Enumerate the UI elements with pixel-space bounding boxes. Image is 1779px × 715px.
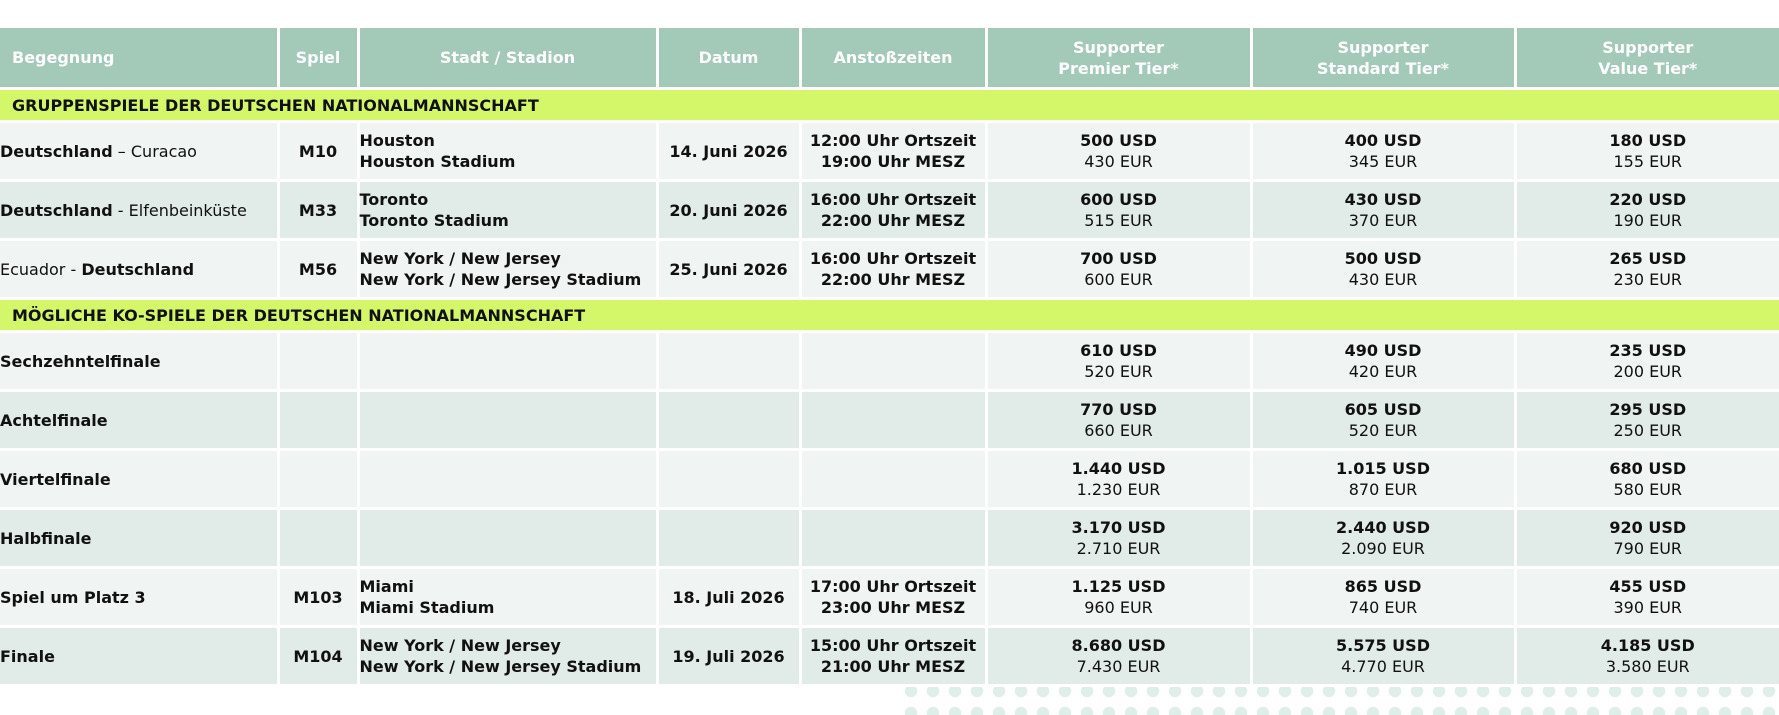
match-pairing	[0, 240, 278, 299]
table-row	[0, 240, 1779, 299]
price-standard-usd: 605 USD	[1344, 400, 1422, 419]
price-premier-usd: 610 USD	[1080, 341, 1157, 360]
price-standard-usd: 865 USD	[1344, 577, 1422, 596]
price-standard	[1251, 391, 1515, 450]
header-match: Begegnung	[0, 28, 278, 89]
price-premier-usd: 600 USD	[1080, 190, 1157, 209]
price-standard-eur: 2.090 EUR	[1341, 539, 1425, 558]
match-pairing	[0, 181, 278, 240]
header-value-tier	[1515, 28, 1779, 89]
round-name	[0, 568, 278, 627]
price-value-usd: 180 USD	[1609, 131, 1687, 150]
match-date: 18. Juli 2026	[657, 568, 800, 627]
section-title-group: GRUPPENSPIELE DER DEUTSCHEN NATIONALMANNSCHAFT	[0, 89, 1779, 122]
price-standard-eur: 870 EUR	[1348, 480, 1418, 499]
header-standard-tier	[1251, 28, 1515, 89]
game-code: M33	[278, 181, 358, 240]
price-value-eur: 200 EUR	[1613, 362, 1683, 381]
section-row-ko	[0, 299, 1779, 332]
kickoff-local: 17:00 Uhr Ortszeit	[809, 577, 977, 596]
kickoff-local: 16:00 Uhr Ortszeit	[809, 249, 977, 268]
price-standard-usd: 2.440 USD	[1336, 518, 1430, 537]
venue-city: Miami	[359, 577, 414, 596]
venue-stadium: Toronto Stadium	[359, 211, 509, 230]
price-value-eur: 790 EUR	[1613, 539, 1683, 558]
price-value	[1515, 332, 1779, 391]
kickoff-local: 12:00 Uhr Ortszeit	[809, 131, 977, 150]
price-premier-eur: 1.230 EUR	[1076, 480, 1161, 499]
price-premier-eur: 520 EUR	[1084, 362, 1153, 381]
kickoff-times	[800, 568, 986, 627]
game-code: M56	[278, 240, 358, 299]
header-kickoff-times: Anstoßzeiten	[800, 28, 986, 89]
price-standard-usd: 430 USD	[1344, 190, 1422, 209]
venue	[358, 391, 657, 450]
venue-stadium: New York / New Jersey Stadium	[359, 657, 642, 676]
price-standard-usd: 1.015 USD	[1336, 459, 1430, 478]
price-premier	[986, 181, 1251, 240]
venue-stadium: Miami Stadium	[359, 598, 495, 617]
team-a: Ecuador	[0, 259, 66, 279]
price-premier	[986, 627, 1251, 686]
price-value	[1515, 181, 1779, 240]
price-standard	[1251, 509, 1515, 568]
game-code	[278, 509, 358, 568]
price-value	[1515, 627, 1779, 686]
kickoff-mesz: 21:00 Uhr MESZ	[820, 657, 966, 676]
game-code: M103	[278, 568, 358, 627]
price-value-usd: 455 USD	[1609, 577, 1687, 596]
round-label: Achtelfinale	[0, 410, 108, 430]
price-value	[1515, 509, 1779, 568]
price-standard-usd: 500 USD	[1344, 249, 1422, 268]
price-standard-eur: 420 EUR	[1348, 362, 1418, 381]
game-code	[278, 332, 358, 391]
team-separator: -	[65, 259, 82, 279]
price-premier	[986, 240, 1251, 299]
match-date	[657, 509, 800, 568]
team-b: Elfenbeinküste	[128, 200, 247, 220]
price-value-usd: 220 USD	[1609, 190, 1687, 209]
price-standard	[1251, 568, 1515, 627]
price-value	[1515, 122, 1779, 181]
header-premier-tier	[986, 28, 1251, 89]
price-premier-eur: 660 EUR	[1084, 421, 1153, 440]
price-value-usd: 295 USD	[1609, 400, 1687, 419]
match-date	[657, 332, 800, 391]
price-premier	[986, 509, 1251, 568]
venue-city: New York / New Jersey	[359, 636, 561, 655]
venue-stadium: New York / New Jersey Stadium	[359, 270, 642, 289]
kickoff-mesz: 22:00 Uhr MESZ	[820, 270, 966, 289]
round-label: Halbfinale	[0, 528, 92, 548]
table-row	[0, 568, 1779, 627]
price-premier	[986, 450, 1251, 509]
kickoff-mesz: 23:00 Uhr MESZ	[820, 598, 966, 617]
price-value-eur: 390 EUR	[1613, 598, 1683, 617]
price-premier-eur: 600 EUR	[1084, 270, 1153, 289]
header-value-line1: Supporter	[1602, 37, 1694, 57]
venue-city: Toronto	[359, 190, 429, 209]
match-date	[657, 450, 800, 509]
venue	[358, 627, 657, 686]
price-value	[1515, 568, 1779, 627]
match-date: 25. Juni 2026	[657, 240, 800, 299]
header-venue: Stadt / Stadion	[358, 28, 657, 89]
venue	[358, 568, 657, 627]
table-row	[0, 122, 1779, 181]
price-premier-usd: 1.125 USD	[1071, 577, 1166, 596]
price-premier-usd: 1.440 USD	[1071, 459, 1166, 478]
price-value-usd: 265 USD	[1609, 249, 1687, 268]
price-premier	[986, 391, 1251, 450]
price-value-usd: 920 USD	[1609, 518, 1687, 537]
price-premier-eur: 2.710 EUR	[1076, 539, 1161, 558]
round-label: Spiel um Platz 3	[0, 587, 146, 607]
team-a: Deutschland	[0, 200, 113, 220]
venue	[358, 122, 657, 181]
game-code: M104	[278, 627, 358, 686]
price-standard-eur: 370 EUR	[1348, 211, 1418, 230]
header-premier-line2: Premier Tier*	[1058, 58, 1179, 78]
price-value	[1515, 391, 1779, 450]
price-premier	[986, 332, 1251, 391]
kickoff-times	[800, 450, 986, 509]
venue	[358, 450, 657, 509]
price-value-usd: 235 USD	[1609, 341, 1687, 360]
kickoff-times	[800, 332, 986, 391]
table-row	[0, 509, 1779, 568]
price-value-eur: 580 EUR	[1613, 480, 1683, 499]
team-separator: -	[112, 200, 129, 220]
round-name	[0, 391, 278, 450]
header-premier-line1: Supporter	[1072, 37, 1165, 57]
round-name	[0, 450, 278, 509]
game-code: M10	[278, 122, 358, 181]
header-standard-line2: Standard Tier*	[1316, 58, 1450, 78]
match-date: 20. Juni 2026	[657, 181, 800, 240]
price-standard-eur: 520 EUR	[1348, 421, 1418, 440]
match-date	[657, 391, 800, 450]
table-row	[0, 391, 1779, 450]
kickoff-mesz: 19:00 Uhr MESZ	[820, 152, 966, 171]
price-standard	[1251, 122, 1515, 181]
price-premier-usd: 770 USD	[1080, 400, 1157, 419]
price-premier-eur: 7.430 EUR	[1076, 657, 1161, 676]
price-standard-eur: 430 EUR	[1348, 270, 1418, 289]
table-header-row	[0, 28, 1779, 89]
table-row	[0, 450, 1779, 509]
price-value-eur: 250 EUR	[1613, 421, 1683, 440]
kickoff-times	[800, 627, 986, 686]
header-date: Datum	[657, 28, 800, 89]
header-standard-line1: Supporter	[1337, 37, 1429, 57]
price-premier-usd: 3.170 USD	[1071, 518, 1166, 537]
price-value-eur: 230 EUR	[1613, 270, 1683, 289]
price-standard-usd: 490 USD	[1344, 341, 1422, 360]
venue	[358, 240, 657, 299]
section-row-group	[0, 89, 1779, 122]
venue-stadium: Houston Stadium	[359, 152, 516, 171]
price-premier	[986, 568, 1251, 627]
match-date: 19. Juli 2026	[657, 627, 800, 686]
ticket-price-table	[0, 28, 1779, 687]
kickoff-times	[800, 181, 986, 240]
price-standard	[1251, 450, 1515, 509]
team-b: Deutschland	[81, 259, 195, 279]
table-row	[0, 181, 1779, 240]
price-standard-eur: 4.770 EUR	[1341, 657, 1425, 676]
table-row	[0, 627, 1779, 686]
venue	[358, 509, 657, 568]
round-label: Finale	[0, 646, 55, 666]
price-premier	[986, 122, 1251, 181]
kickoff-times	[800, 240, 986, 299]
price-standard-eur: 345 EUR	[1348, 152, 1418, 171]
price-standard-eur: 740 EUR	[1348, 598, 1418, 617]
price-value-eur: 190 EUR	[1613, 211, 1683, 230]
price-standard	[1251, 181, 1515, 240]
price-standard	[1251, 627, 1515, 686]
venue-city: New York / New Jersey	[359, 249, 561, 268]
venue	[358, 332, 657, 391]
team-separator: –	[112, 141, 131, 161]
team-a: Deutschland	[0, 141, 113, 161]
price-premier-eur: 430 EUR	[1084, 152, 1153, 171]
price-premier-usd: 700 USD	[1080, 249, 1157, 268]
price-value-eur: 155 EUR	[1613, 152, 1683, 171]
price-value	[1515, 450, 1779, 509]
price-value-eur: 3.580 EUR	[1605, 657, 1690, 676]
header-value-line2: Value Tier*	[1598, 58, 1698, 78]
price-premier-eur: 960 EUR	[1084, 598, 1153, 617]
kickoff-times	[800, 122, 986, 181]
price-value-usd: 680 USD	[1609, 459, 1687, 478]
round-name	[0, 509, 278, 568]
venue-city: Houston	[359, 131, 435, 150]
price-value	[1515, 240, 1779, 299]
game-code	[278, 391, 358, 450]
price-standard	[1251, 240, 1515, 299]
team-b: Curacao	[130, 141, 197, 161]
kickoff-local: 16:00 Uhr Ortszeit	[809, 190, 977, 209]
venue	[358, 181, 657, 240]
section-title-ko: MÖGLICHE KO-SPIELE DER DEUTSCHEN NATIONALMANNSCHAFT	[0, 299, 1779, 332]
round-name	[0, 627, 278, 686]
price-standard-usd: 5.575 USD	[1336, 636, 1430, 655]
price-value-usd: 4.185 USD	[1600, 636, 1695, 655]
table-row	[0, 332, 1779, 391]
kickoff-times	[800, 509, 986, 568]
kickoff-local: 15:00 Uhr Ortszeit	[809, 636, 977, 655]
game-code	[278, 450, 358, 509]
kickoff-mesz: 22:00 Uhr MESZ	[820, 211, 966, 230]
price-standard-usd: 400 USD	[1344, 131, 1422, 150]
price-premier-usd: 8.680 USD	[1071, 636, 1166, 655]
price-premier-usd: 500 USD	[1080, 131, 1157, 150]
price-standard	[1251, 332, 1515, 391]
match-date: 14. Juni 2026	[657, 122, 800, 181]
round-label: Sechzehntelfinale	[0, 351, 161, 371]
table-body	[0, 89, 1779, 686]
header-game: Spiel	[278, 28, 358, 89]
round-name	[0, 332, 278, 391]
price-premier-eur: 515 EUR	[1084, 211, 1153, 230]
match-pairing	[0, 122, 278, 181]
kickoff-times	[800, 391, 986, 450]
round-label: Viertelfinale	[0, 469, 111, 489]
